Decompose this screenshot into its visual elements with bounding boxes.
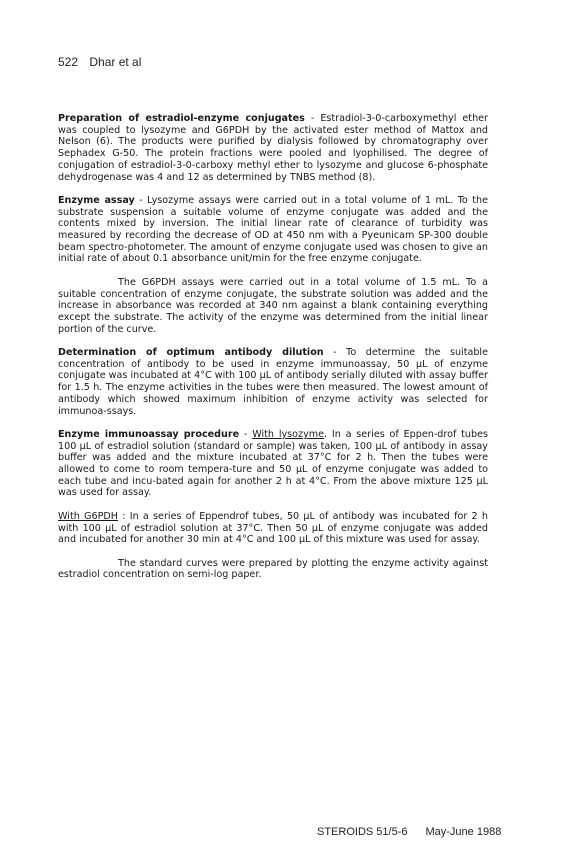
paragraph-text: - Estradiol-3-0-carboxymethyl ether was coupled to lysozyme and G6PDH by the activated ester method of Mattox and Nelson (6). The products were purified by dialysis followed by chromatography over Sephadex G-50. The protein fractions were pooled and lyophilised. The degree of conjugation of estradiol-3-0-carboxy methyl ether to lysozyme and glucose 6-phosphate dehydrogenase was 4 and 12 as determined by TNBS method (8).: [58, 113, 488, 183]
subsection-heading: With lysozyme: [252, 428, 325, 440]
article-body: [58, 113, 488, 593]
issue-date: May-June 1988: [425, 826, 502, 838]
paragraph-text: . In a series of Eppen-drof tubes 100 µL of estradiol solution (standard or sample) was taken, 100 µL of antibody in assay buffer was added and the mixture incubated at 37°C for 2 h. Then the tubes were allowed to come to room tempera-ture and 50 µL of enzyme conjugate was added to each tube and incu-bated again for another 2 h at 4°C. From the above mixture 125 µL was used for assay.: [58, 428, 489, 499]
paragraph-text: The G6PDH assays were carried out in a total volume of 1.5 mL. To a suitable concentration of enzyme conjugate, the substrate solution was added and the increase in absorbance was recorded at 340 nm against a blank containing everything except the substrate. The activity of the enzyme was determined from the initial linear portion of the curve.: [58, 276, 488, 335]
running-header: [58, 55, 141, 69]
paragraph-text: The standard curves were prepared by plotting the enzyme activity against estradiol concentration on semi-log paper.: [58, 557, 488, 581]
section-heading: Determination of optimum antibody dilution: [58, 347, 324, 359]
journal-citation: STEROIDS 51/5-6: [317, 826, 408, 838]
paragraph-g6pdh-assay: [58, 277, 488, 336]
subsection-heading: With G6PDH: [58, 510, 118, 522]
paragraph-antibody-dilution: [58, 347, 488, 417]
paragraph-text: : In a series of Eppendrof tubes, 50 µL of antibody was incubated for 2 h with 100 µL of estradiol solution at 37°C. Then 50 µL of enzyme conjugate was added and incubated for another 30 min at 4°C and 100 µL of this mixture was used for assay.: [58, 510, 488, 546]
paragraph-enzyme-assay: [58, 195, 488, 265]
page-number: 522: [58, 55, 79, 69]
section-heading: Enzyme immunoassay procedure: [58, 428, 240, 440]
running-authors: Dhar et al: [89, 55, 142, 69]
paragraph-immunoassay-lysozyme: Enzyme immunoassay procedure - With lysozyme. In a series of Eppen-drof tubes 100 µL of estradiol solution (standard or sample) was taken, 100 µL of antibody in assay buffer was added and the mixture incubated at 37°C for 2 h. Then the tubes were allowed to come to room tempera-ture and 50 µL of enzyme conjugate was added to each tube and incu-bated again for another 2 h at 4°C. From the above mixture 125 µL was used for assay.: [58, 428, 489, 499]
paragraph-text: - To determine the suitable concentration of antibody to be used in enzyme immunoassay, 50 µL of enzyme conjugate was incubated at 4°C with 100 µL of antibody serially diluted with assay buffer for 1.5 h. The enzyme activities in the tubes were then measured. The lowest amount of antibody which showed maximum inhibition of enzyme activity was selected for immunoa-ssays.: [58, 347, 488, 417]
paragraph-text: - Lysozyme assays were carried out in a total volume of 1 mL. To the substrate suspension a suitable volume of enzyme conjugate was added and the contents mixed by inversion. The initial linear rate of clearance of turbidity was measured by recording the decrease of OD at 450 nm with a Pyeunicam SP-300 double beam spectro-photometer. The amount of enzyme conjugate used was chosen to give an initial rate of about 0.1 absorbance unit/min for the free enzyme conjugate.: [58, 194, 488, 265]
running-footer: [317, 826, 501, 838]
paragraph-immunoassay-g6pdh: [58, 511, 488, 546]
paragraph-conjugate-preparation: [58, 113, 488, 183]
section-heading: Enzyme assay: [58, 194, 135, 206]
paragraph-standard-curves: [58, 558, 488, 581]
section-heading: Preparation of estradiol-enzyme conjugates: [58, 113, 305, 124]
